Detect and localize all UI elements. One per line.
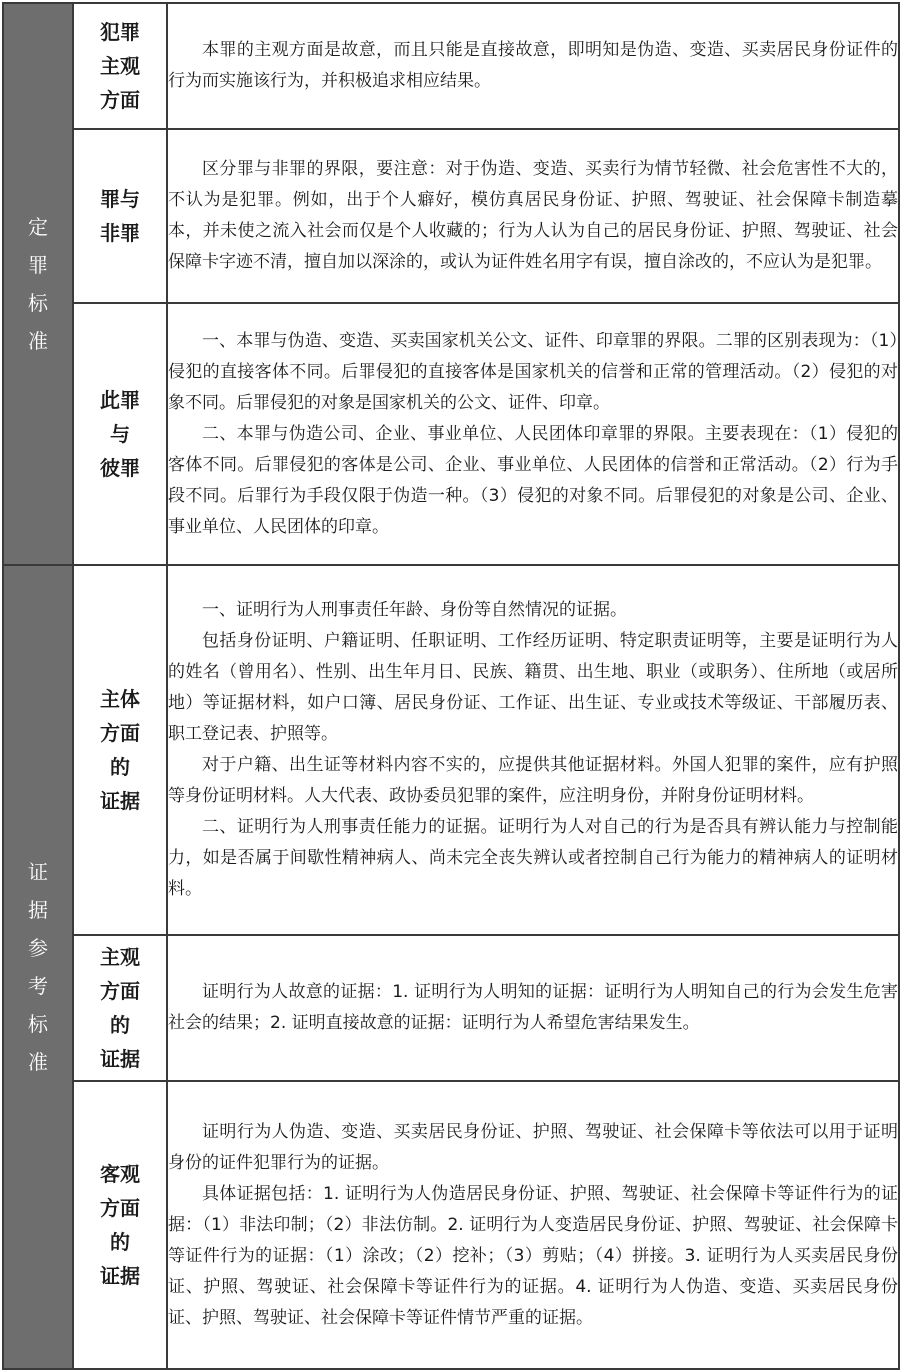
label-line: 主观 bbox=[100, 54, 140, 78]
label-line: 非罪 bbox=[100, 221, 140, 245]
label-line: 主体 bbox=[100, 687, 140, 711]
label-line: 证据 bbox=[100, 1047, 140, 1071]
label-line: 犯罪 bbox=[100, 20, 140, 44]
paragraph: 一、本罪与伪造、变造、买卖国家机关公文、证件、印章罪的界限。二罪的区别表现为：（1）侵犯的直接客体不同。后罪侵犯的直接客体是国家机关的信誉和正常的管理活动。（2）侵犯的对象不同。后罪侵犯的对象是国家机关的公文、证件、印章。 bbox=[168, 330, 898, 413]
category-char: 罪 bbox=[28, 253, 48, 277]
paragraph: 证明行为人故意的证据：1. 证明行为人明知的证据：证明行为人明知自己的行为会发生危害社会的结果；2. 证明直接故意的证据：证明行为人希望危害结果发生。 bbox=[168, 982, 898, 1033]
row-content bbox=[167, 1081, 899, 1369]
label-line: 此罪 bbox=[100, 388, 140, 412]
label-line: 主观 bbox=[100, 945, 140, 969]
category-conviction-standard bbox=[3, 3, 73, 565]
category-char: 参 bbox=[28, 936, 48, 960]
row-content bbox=[167, 565, 899, 935]
label-line: 证据 bbox=[100, 1264, 140, 1288]
table-row bbox=[3, 303, 899, 565]
row-content bbox=[167, 129, 899, 303]
category-char: 证 bbox=[28, 860, 48, 884]
paragraph: 包括身份证明、户籍证明、任职证明、工作经历证明、特定职责证明等，主要是证明行为人的姓名（曾用名）、性别、出生年月日、民族、籍贯、出生地、职业（或职务）、住所地（或居所地）等证据材料，如户口簿、居民身份证、工作证、出生证、专业或技术等级证、干部履历表、职工登记表、护照等。 bbox=[168, 631, 898, 744]
row-content bbox=[167, 3, 899, 129]
paragraph: 证明行为人伪造、变造、买卖居民身份证、护照、驾驶证、社会保障卡等依法可以用于证明身份的证件犯罪行为的证据。 bbox=[168, 1121, 898, 1173]
label-line: 的 bbox=[110, 1230, 130, 1254]
paragraph: 一、证明行为人刑事责任年龄、身份等自然情况的证据。 bbox=[202, 600, 627, 620]
category-char: 准 bbox=[28, 1050, 48, 1074]
label-line: 的 bbox=[110, 1013, 130, 1037]
category-char: 考 bbox=[28, 974, 48, 998]
table-row bbox=[3, 129, 899, 303]
paragraph: 二、本罪与伪造公司、企业、事业单位、人民团体印章罪的界限。主要表现在：（1）侵犯的客体不同。后罪侵犯的客体是公司、企业、事业单位、人民团体的信誉和正常活动。（2）行为手段不同。后罪行为手段仅限于伪造一种。（3）侵犯的对象不同。后罪侵犯的对象是公司、企业、事业单位、人民团体的印章。 bbox=[168, 423, 898, 537]
table-row bbox=[3, 3, 899, 129]
label-line: 客观 bbox=[100, 1162, 140, 1186]
label-line: 彼罪 bbox=[100, 456, 140, 480]
row-label-subject-evidence bbox=[73, 565, 167, 935]
paragraph: 对于户籍、出生证等材料内容不实的，应提供其他证据材料。外国人犯罪的案件，应有护照等身份证明材料。人大代表、政协委员犯罪的案件，应注明身份，并附身份证明材料。 bbox=[168, 755, 898, 806]
label-line: 的 bbox=[110, 755, 130, 779]
paragraph: 二、证明行为人刑事责任能力的证据。证明行为人对自己的行为是否具有辨认能力与控制能力，如是否属于间歇性精神病人、尚未完全丧失辨认或者控制自己行为能力的精神病人的证明材料。 bbox=[168, 817, 898, 899]
table-row bbox=[3, 565, 899, 935]
category-evidence-reference-standard bbox=[3, 565, 73, 1369]
paragraph: 本罪的主观方面是故意，而且只能是直接故意，即明知是伪造、变造、买卖居民身份证件的行为而实施该行为，并积极追求相应结果。 bbox=[168, 40, 898, 91]
table-row bbox=[3, 935, 899, 1081]
row-label-crime-or-not bbox=[73, 129, 167, 303]
row-content bbox=[167, 935, 899, 1081]
table-row bbox=[3, 1081, 899, 1369]
paragraph: 具体证据包括：1. 证明行为人伪造居民身份证、护照、驾驶证、社会保障卡等证件行为的证据：（1）非法印制；（2）非法仿制。2. 证明行为人变造居民身份证、护照、驾驶证、社会保障卡等证件行为的证据：（1）涂改；（2）挖补；（3）剪贴；（4）拼接。3. 证明行为人买卖居民身份证、护照、驾驶证、社会保障卡等证件行为的证据。4. 证明行为人伪造、变造、买卖居民身份证、护照、驾驶证、社会保障卡等证件情节严重的证据。 bbox=[168, 1183, 898, 1328]
label-line: 方面 bbox=[100, 979, 140, 1003]
legal-standards-table bbox=[2, 2, 900, 1370]
label-line: 方面 bbox=[100, 721, 140, 745]
row-label-subjective-aspect bbox=[73, 3, 167, 129]
label-line: 方面 bbox=[100, 88, 140, 112]
row-label-subjective-evidence bbox=[73, 935, 167, 1081]
label-line: 罪与 bbox=[100, 187, 140, 211]
category-char: 标 bbox=[28, 1012, 48, 1036]
row-content bbox=[167, 303, 899, 565]
category-char: 定 bbox=[28, 215, 48, 239]
document-page bbox=[2, 2, 900, 1370]
row-label-objective-evidence bbox=[73, 1081, 167, 1369]
category-char: 标 bbox=[28, 291, 48, 315]
category-char: 据 bbox=[28, 898, 48, 922]
paragraph: 区分罪与非罪的界限，要注意：对于伪造、变造、买卖行为情节轻微、社会危害性不大的，不认为是犯罪。例如，出于个人癖好，模仿真居民身份证、护照、驾驶证、社会保障卡制造摹本，并未使之流入社会而仅是个人收藏的；行为人认为自己的居民身份证、护照、驾驶证、社会保障卡字迹不清，擅自加以深涂的，或认为证件姓名用字有误，擅自涂改的，不应认为是犯罪。 bbox=[168, 159, 898, 272]
label-line: 证据 bbox=[100, 789, 140, 813]
category-char: 准 bbox=[28, 329, 48, 353]
label-line: 与 bbox=[110, 422, 130, 446]
row-label-this-crime-vs-other bbox=[73, 303, 167, 565]
label-line: 方面 bbox=[100, 1196, 140, 1220]
